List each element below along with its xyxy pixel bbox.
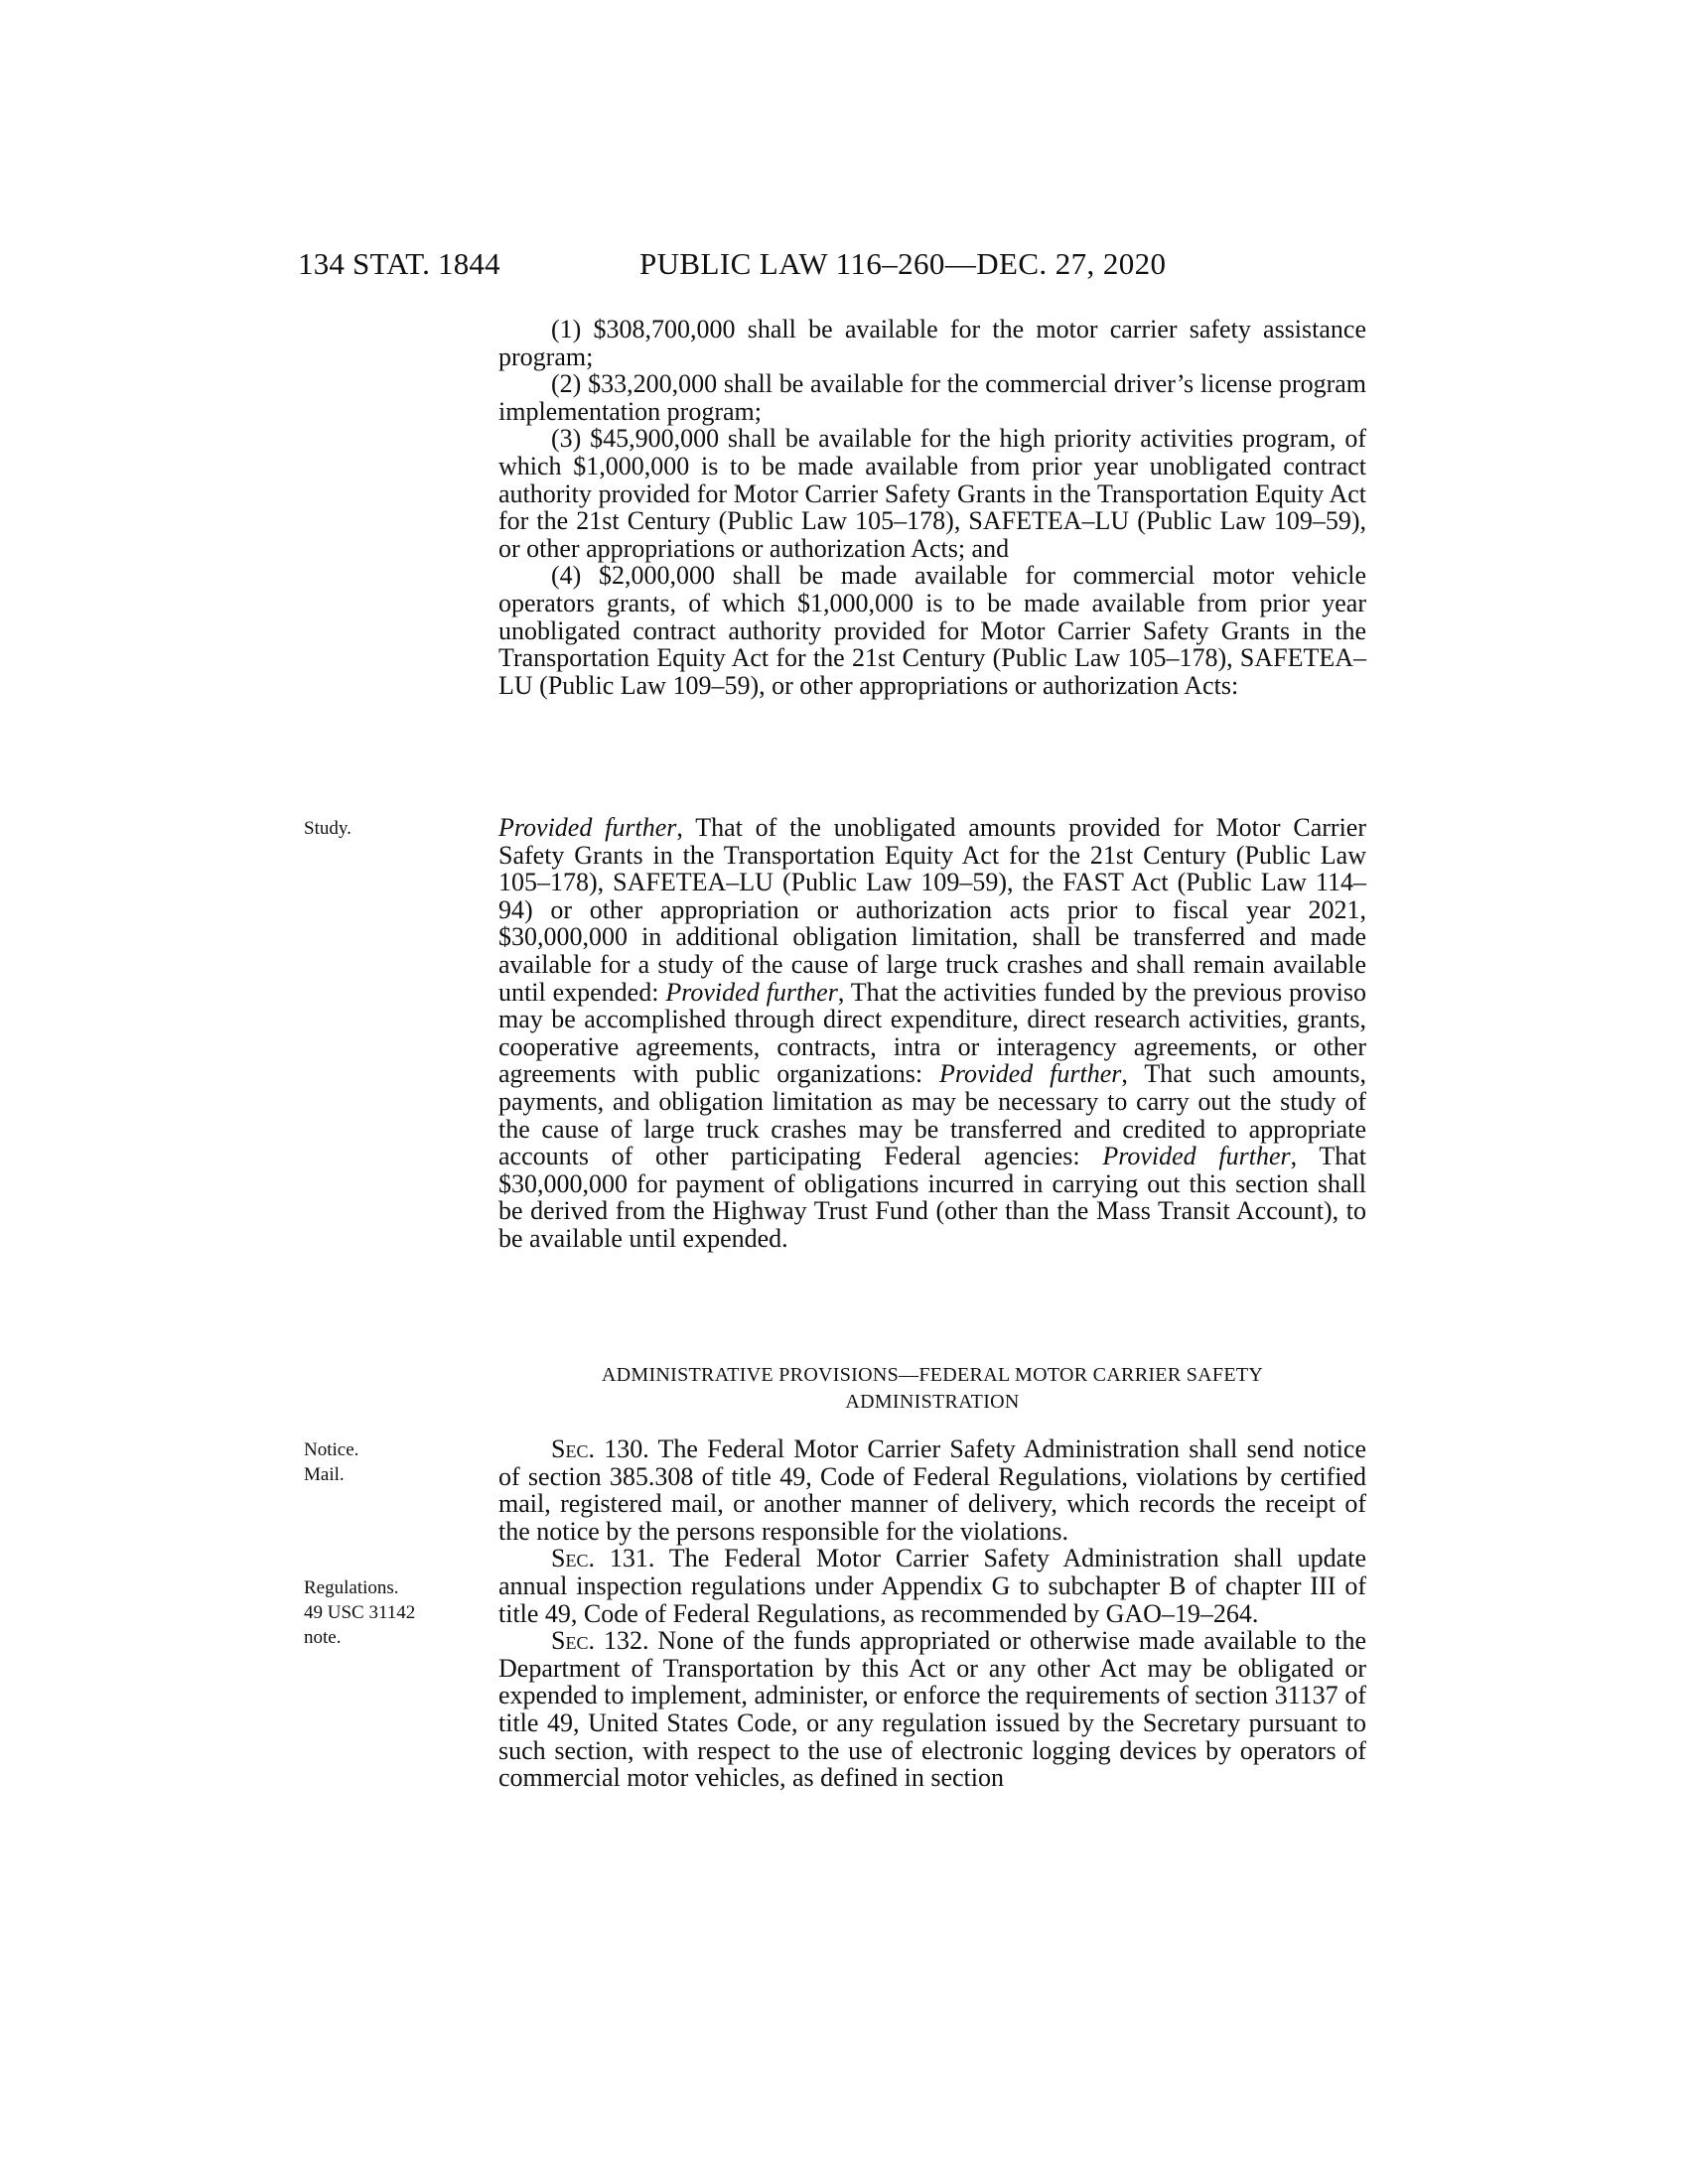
- proviso-text-3: , That such amounts, payments, and obligation limitation as may be necessary to carry out the study of the cause of large truck crashes may be transferred and credited to appropriate accounts of other participating Federal agencies:: [498, 1059, 1366, 1171]
- section-132-label: Sec. 132.: [551, 1626, 649, 1656]
- section-heading: [498, 1362, 1366, 1416]
- section-130-text: The Federal Motor Carrier Safety Administration shall send notice of section 385.308 of title 49, Code of Federal Regulations, violations by certified mail, registered mail, or another manner of delivery, which records the receipt of the notice by the persons responsible for the violations.: [498, 1434, 1367, 1546]
- stat-reference: 134 STAT. 1844: [298, 246, 500, 281]
- section-heading-line-2: ADMINISTRATION: [845, 1391, 1020, 1413]
- proviso-lead-2: Provided further: [665, 977, 838, 1007]
- section-131: [498, 1545, 1366, 1627]
- margin-note-study: [304, 816, 453, 841]
- margin-note-usc-text: 49 USC 31142: [304, 1602, 416, 1623]
- margin-note-notice: [304, 1437, 453, 1487]
- margin-note-mail-text: Mail.: [304, 1464, 345, 1485]
- section-132-text: None of the funds appropriated or otherwise made available to the Department of Transportation by this Act or any other Act may be obligated or expended to implement, administer, or enforce the requirements of section 31137 of title 49, United States Code, or any regulation issued by the Secretary pursuant to such section, with respect to the use of electronic logging devices by operators of commercial motor vehicles, as defined in section: [498, 1626, 1366, 1793]
- proviso-text-2: , That the activities funded by the previous proviso may be accomplished through direct expenditure, direct research activities, grants, cooperative agreements, contracts, intra or interagency agreements, or other agreements with public organizations:: [498, 977, 1366, 1089]
- item-2: (2) $33,200,000 shall be available for the commercial driver’s license program implementation program;: [498, 369, 1366, 426]
- proviso-lead-3: Provided further: [938, 1059, 1122, 1089]
- section-131-label: Sec. 131.: [551, 1544, 655, 1573]
- section-131-text: The Federal Motor Carrier Safety Administration shall update annual inspection regulations under Appendix G to subchapter B of chapter III of title 49, Code of Federal Regulations, as recommended by GAO–19–264.: [498, 1544, 1366, 1628]
- proviso-text-4: , That $30,000,000 for payment of obligations incurred in carrying out this section shall be derived from the Highway Trust Fund (other than the Mass Transit Account), to be available until expended.: [498, 1142, 1366, 1253]
- margin-note-notice-text: Notice.: [304, 1439, 359, 1460]
- proviso-text-1: , That of the unobligated amounts provided for Motor Carrier Safety Grants in the Transportation Equity Act for the 21st Century (Public Law 105–178), SAFETEA–LU (Public Law 109–59), the FAST Act (Public Law 114–94) or other appropriation or authorization acts prior to fiscal year 2021, $30,000,000 in additional obligation limitation, shall be transferred and made available for a study of the cause of large truck crashes and shall remain available until expended:: [498, 813, 1366, 1007]
- law-title: PUBLIC LAW 116–260—DEC. 27, 2020: [639, 246, 1167, 281]
- proviso-lead-4: Provided further: [1102, 1142, 1291, 1171]
- page-header: [298, 246, 1360, 290]
- proviso-lead-1: Provided further: [498, 813, 677, 842]
- appropriation-items: [498, 316, 1366, 699]
- section-130-label: Sec. 130.: [551, 1434, 649, 1463]
- margin-note-study-text: Study.: [304, 818, 352, 839]
- margin-note-note-text: note.: [304, 1627, 342, 1648]
- item-1: (1) $308,700,000 shall be available for the motor carrier safety assistance program;: [498, 315, 1366, 371]
- section-132: [498, 1627, 1366, 1792]
- section-130: [498, 1435, 1366, 1545]
- margin-note-regulations: [304, 1575, 453, 1650]
- margin-note-regulations-text: Regulations.: [304, 1577, 399, 1598]
- item-3: (3) $45,900,000 shall be available for the high priority activities program, of which $1,000,000 is to be made available from prior year unobligated contract authority provided for Motor Carrier Safety Grants in the Transportation Equity Act for the 21st Century (Public Law 105–178), SAFETEA–LU (Public Law 109–59), or other appropriations or authorization Acts; and: [498, 424, 1366, 563]
- proviso-paragraph: [498, 814, 1366, 1253]
- item-4: (4) $2,000,000 shall be made available for commercial motor vehicle operators grants, of which $1,000,000 is to be made available from prior year unobligated contract authority provided for Motor Carrier Safety Grants in the Transportation Equity Act for the 21st Century (Public Law 105–178), SAFETEA–LU (Public Law 109–59), or other appropriations or authorization Acts:: [498, 561, 1366, 700]
- section-heading-line-1: ADMINISTRATIVE PROVISIONS—FEDERAL MOTOR CARRIER SAFETY: [601, 1364, 1264, 1386]
- proviso-text: [498, 814, 1366, 1253]
- sections-block: [498, 1435, 1366, 1792]
